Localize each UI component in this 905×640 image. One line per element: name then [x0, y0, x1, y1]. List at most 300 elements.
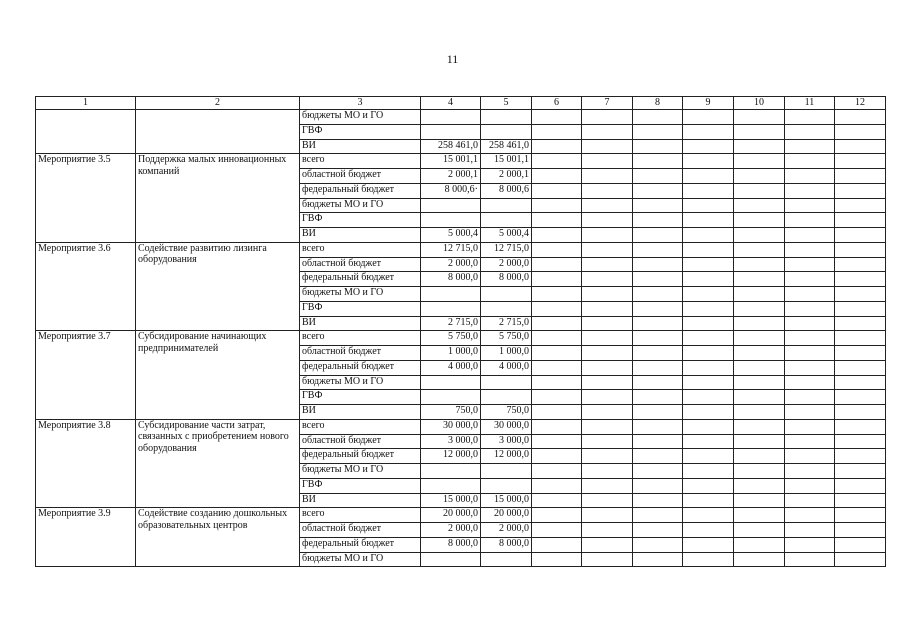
empty-cell [835, 242, 886, 257]
empty-cell [785, 169, 835, 184]
empty-cell [582, 301, 633, 316]
value-col-4: 3 000,0 [421, 434, 481, 449]
funding-source: бюджеты МО и ГО [300, 464, 421, 479]
empty-cell [532, 537, 582, 552]
table-row [36, 110, 886, 125]
empty-cell [835, 183, 886, 198]
empty-cell [734, 419, 785, 434]
funding-source: бюджеты МО и ГО [300, 110, 421, 125]
empty-cell [683, 272, 734, 287]
empty-cell [734, 405, 785, 420]
empty-cell [785, 331, 835, 346]
empty-cell [835, 360, 886, 375]
empty-cell [582, 228, 633, 243]
value-col-4 [421, 198, 481, 213]
empty-cell [785, 375, 835, 390]
funding-source: ВИ [300, 493, 421, 508]
empty-cell [683, 316, 734, 331]
empty-cell [532, 242, 582, 257]
empty-cell [582, 449, 633, 464]
value-col-5: 2 000,0 [481, 257, 532, 272]
empty-cell [785, 272, 835, 287]
value-col-4: 2 715,0 [421, 316, 481, 331]
empty-cell [532, 346, 582, 361]
empty-cell [683, 287, 734, 302]
empty-cell [633, 493, 683, 508]
empty-cell [785, 464, 835, 479]
empty-cell [633, 360, 683, 375]
header-cell: 6 [532, 97, 582, 110]
empty-cell [785, 419, 835, 434]
activity-name: Содействие созданию дошкольных образовательных центров [136, 508, 300, 567]
empty-cell [835, 375, 886, 390]
value-col-5: 2 000,1 [481, 169, 532, 184]
empty-cell [582, 405, 633, 420]
empty-cell [633, 449, 683, 464]
empty-cell [633, 331, 683, 346]
empty-cell [683, 169, 734, 184]
empty-cell [835, 316, 886, 331]
value-col-5: 750,0 [481, 405, 532, 420]
value-col-4: 2 000,0 [421, 257, 481, 272]
funding-source: ГВФ [300, 301, 421, 316]
empty-cell [734, 198, 785, 213]
empty-cell [835, 390, 886, 405]
activity-code: Мероприятие 3.6 [36, 242, 136, 331]
activity-code: Мероприятие 3.7 [36, 331, 136, 420]
empty-cell [532, 523, 582, 538]
funding-source: федеральный бюджет [300, 272, 421, 287]
empty-cell [582, 360, 633, 375]
empty-cell [785, 316, 835, 331]
empty-cell [835, 287, 886, 302]
funding-source: областной бюджет [300, 169, 421, 184]
empty-cell [582, 537, 633, 552]
value-col-4: 2 000,0 [421, 523, 481, 538]
empty-cell [835, 331, 886, 346]
empty-cell [734, 287, 785, 302]
value-col-5 [481, 552, 532, 567]
value-col-5: 5 000,4 [481, 228, 532, 243]
empty-cell [683, 405, 734, 420]
empty-cell [734, 537, 785, 552]
empty-cell [734, 154, 785, 169]
empty-cell [734, 346, 785, 361]
empty-cell [734, 169, 785, 184]
empty-cell [532, 419, 582, 434]
empty-cell [633, 523, 683, 538]
empty-cell [835, 257, 886, 272]
empty-cell [582, 552, 633, 567]
empty-cell [633, 390, 683, 405]
empty-cell [532, 316, 582, 331]
empty-cell [785, 257, 835, 272]
value-col-4 [421, 478, 481, 493]
value-col-5 [481, 478, 532, 493]
funding-source: областной бюджет [300, 257, 421, 272]
empty-cell [633, 478, 683, 493]
value-col-5: 12 000,0 [481, 449, 532, 464]
value-col-5: 12 715,0 [481, 242, 532, 257]
empty-cell [835, 464, 886, 479]
header-cell: 12 [835, 97, 886, 110]
activity-code: Мероприятие 3.5 [36, 154, 136, 243]
empty-cell [734, 331, 785, 346]
funding-source: ВИ [300, 139, 421, 154]
empty-cell [683, 390, 734, 405]
value-col-5 [481, 375, 532, 390]
value-col-4 [421, 464, 481, 479]
value-col-4 [421, 124, 481, 139]
value-col-5: 30 000,0 [481, 419, 532, 434]
funding-source: ГВФ [300, 124, 421, 139]
header-cell: 8 [633, 97, 683, 110]
empty-cell [582, 346, 633, 361]
funding-source: бюджеты МО и ГО [300, 375, 421, 390]
header-cell: 7 [582, 97, 633, 110]
funding-source: ГВФ [300, 478, 421, 493]
empty-cell [734, 360, 785, 375]
empty-cell [633, 183, 683, 198]
empty-cell [734, 183, 785, 198]
empty-cell [835, 139, 886, 154]
empty-cell [835, 228, 886, 243]
value-col-4: 258 461,0 [421, 139, 481, 154]
value-col-4: 15 001,1 [421, 154, 481, 169]
value-col-4: 8 000,0 [421, 537, 481, 552]
value-col-5: 2 000,0 [481, 523, 532, 538]
empty-cell [835, 124, 886, 139]
empty-cell [734, 257, 785, 272]
value-col-5: 15 001,1 [481, 154, 532, 169]
value-col-4 [421, 301, 481, 316]
empty-cell [532, 434, 582, 449]
empty-cell [633, 228, 683, 243]
empty-cell [734, 242, 785, 257]
empty-cell [683, 537, 734, 552]
value-col-4: 2 000,1 [421, 169, 481, 184]
empty-cell [734, 139, 785, 154]
activity-name: Поддержка малых инновационных компаний [136, 154, 300, 243]
empty-cell [532, 360, 582, 375]
empty-cell [683, 552, 734, 567]
funding-source: бюджеты МО и ГО [300, 287, 421, 302]
funding-source: областной бюджет [300, 523, 421, 538]
funding-source: федеральный бюджет [300, 537, 421, 552]
value-col-5 [481, 124, 532, 139]
empty-cell [835, 478, 886, 493]
value-col-5 [481, 110, 532, 125]
empty-cell [532, 493, 582, 508]
empty-cell [835, 508, 886, 523]
funding-source: ГВФ [300, 390, 421, 405]
empty-cell [633, 375, 683, 390]
empty-cell [683, 493, 734, 508]
value-col-4: 750,0 [421, 405, 481, 420]
empty-cell [835, 154, 886, 169]
empty-cell [633, 287, 683, 302]
activity-code: Мероприятие 3.9 [36, 508, 136, 567]
funding-source: бюджеты МО и ГО [300, 552, 421, 567]
empty-cell [633, 110, 683, 125]
empty-cell [633, 124, 683, 139]
funding-source: бюджеты МО и ГО [300, 198, 421, 213]
empty-cell [532, 272, 582, 287]
value-col-4 [421, 375, 481, 390]
value-col-4: 8 000,0 [421, 272, 481, 287]
empty-cell [582, 478, 633, 493]
value-col-4 [421, 110, 481, 125]
empty-cell [734, 316, 785, 331]
header-cell: 5 [481, 97, 532, 110]
value-col-4 [421, 287, 481, 302]
empty-cell [633, 301, 683, 316]
empty-cell [582, 419, 633, 434]
funding-source: федеральный бюджет [300, 360, 421, 375]
table-row [36, 508, 886, 523]
value-col-5: 3 000,0 [481, 434, 532, 449]
empty-cell [582, 331, 633, 346]
empty-cell [532, 552, 582, 567]
empty-cell [734, 124, 785, 139]
value-col-4: 12 715,0 [421, 242, 481, 257]
empty-cell [835, 110, 886, 125]
empty-cell [835, 346, 886, 361]
empty-cell [582, 464, 633, 479]
empty-cell [532, 257, 582, 272]
empty-cell [532, 464, 582, 479]
header-cell: 2 [136, 97, 300, 110]
empty-cell [532, 390, 582, 405]
empty-cell [683, 198, 734, 213]
empty-cell [835, 198, 886, 213]
empty-cell [683, 228, 734, 243]
funding-source: ВИ [300, 405, 421, 420]
empty-cell [532, 169, 582, 184]
empty-cell [734, 508, 785, 523]
header-cell: 10 [734, 97, 785, 110]
empty-cell [683, 449, 734, 464]
value-col-5: 20 000,0 [481, 508, 532, 523]
empty-cell [532, 139, 582, 154]
empty-cell [683, 110, 734, 125]
header-cell: 11 [785, 97, 835, 110]
empty-cell [785, 552, 835, 567]
empty-cell [633, 316, 683, 331]
value-col-5 [481, 301, 532, 316]
empty-cell [785, 493, 835, 508]
empty-cell [683, 478, 734, 493]
empty-cell [582, 183, 633, 198]
empty-cell [835, 523, 886, 538]
empty-cell [633, 508, 683, 523]
empty-cell [734, 110, 785, 125]
empty-cell [785, 360, 835, 375]
funding-source: федеральный бюджет [300, 449, 421, 464]
empty-cell [835, 493, 886, 508]
empty-cell [532, 110, 582, 125]
empty-cell [683, 508, 734, 523]
empty-cell [734, 301, 785, 316]
empty-cell [835, 213, 886, 228]
value-col-4: 1 000,0 [421, 346, 481, 361]
value-col-4: 30 000,0 [421, 419, 481, 434]
empty-cell [785, 478, 835, 493]
empty-cell [785, 434, 835, 449]
empty-cell [532, 154, 582, 169]
empty-cell [633, 198, 683, 213]
activity-name [136, 110, 300, 154]
empty-cell [734, 434, 785, 449]
empty-cell [683, 331, 734, 346]
empty-cell [633, 169, 683, 184]
value-col-5 [481, 198, 532, 213]
funding-source: областной бюджет [300, 434, 421, 449]
empty-cell [532, 301, 582, 316]
empty-cell [683, 124, 734, 139]
empty-cell [785, 198, 835, 213]
empty-cell [683, 213, 734, 228]
empty-cell [532, 213, 582, 228]
empty-cell [785, 124, 835, 139]
value-col-5: 2 715,0 [481, 316, 532, 331]
empty-cell [734, 523, 785, 538]
empty-cell [633, 154, 683, 169]
table-row [36, 242, 886, 257]
activity-code [36, 110, 136, 154]
empty-cell [582, 493, 633, 508]
value-col-5: 8 000,0 [481, 537, 532, 552]
funding-source: областной бюджет [300, 346, 421, 361]
empty-cell [835, 169, 886, 184]
empty-cell [633, 272, 683, 287]
empty-cell [785, 537, 835, 552]
header-cell: 4 [421, 97, 481, 110]
value-col-5 [481, 464, 532, 479]
budget-table [35, 96, 886, 567]
empty-cell [532, 449, 582, 464]
table-row [36, 419, 886, 434]
value-col-4 [421, 390, 481, 405]
empty-cell [633, 213, 683, 228]
empty-cell [532, 405, 582, 420]
header-row [36, 97, 886, 110]
empty-cell [582, 213, 633, 228]
empty-cell [582, 110, 633, 125]
empty-cell [734, 449, 785, 464]
activity-name: Субсидирование начинающих предпринимателей [136, 331, 300, 420]
value-col-5: 5 750,0 [481, 331, 532, 346]
activity-code: Мероприятие 3.8 [36, 419, 136, 508]
empty-cell [683, 434, 734, 449]
empty-cell [633, 552, 683, 567]
funding-source: ГВФ [300, 213, 421, 228]
empty-cell [582, 508, 633, 523]
empty-cell [835, 552, 886, 567]
empty-cell [785, 183, 835, 198]
empty-cell [835, 419, 886, 434]
empty-cell [683, 419, 734, 434]
empty-cell [582, 316, 633, 331]
empty-cell [633, 464, 683, 479]
funding-source: всего [300, 154, 421, 169]
value-col-4: 4 000,0 [421, 360, 481, 375]
header-cell: 9 [683, 97, 734, 110]
empty-cell [785, 523, 835, 538]
empty-cell [785, 110, 835, 125]
empty-cell [582, 287, 633, 302]
empty-cell [633, 537, 683, 552]
value-col-5: 258 461,0 [481, 139, 532, 154]
empty-cell [734, 375, 785, 390]
empty-cell [532, 198, 582, 213]
empty-cell [532, 508, 582, 523]
funding-source: всего [300, 508, 421, 523]
empty-cell [785, 228, 835, 243]
value-col-4 [421, 552, 481, 567]
header-cell: 1 [36, 97, 136, 110]
empty-cell [582, 124, 633, 139]
empty-cell [785, 154, 835, 169]
empty-cell [785, 405, 835, 420]
header-cell: 3 [300, 97, 421, 110]
empty-cell [785, 346, 835, 361]
empty-cell [785, 301, 835, 316]
empty-cell [835, 272, 886, 287]
empty-cell [683, 464, 734, 479]
empty-cell [633, 139, 683, 154]
empty-cell [582, 242, 633, 257]
value-col-4: 20 000,0 [421, 508, 481, 523]
empty-cell [785, 449, 835, 464]
empty-cell [734, 478, 785, 493]
empty-cell [633, 434, 683, 449]
empty-cell [785, 242, 835, 257]
value-col-5 [481, 213, 532, 228]
empty-cell [633, 242, 683, 257]
empty-cell [835, 449, 886, 464]
empty-cell [582, 139, 633, 154]
empty-cell [785, 213, 835, 228]
empty-cell [785, 287, 835, 302]
empty-cell [683, 346, 734, 361]
empty-cell [683, 523, 734, 538]
empty-cell [582, 154, 633, 169]
empty-cell [835, 537, 886, 552]
empty-cell [785, 390, 835, 405]
empty-cell [532, 228, 582, 243]
empty-cell [582, 434, 633, 449]
empty-cell [734, 464, 785, 479]
empty-cell [835, 301, 886, 316]
empty-cell [582, 169, 633, 184]
value-col-4: 5 000,4 [421, 228, 481, 243]
value-col-4: 15 000,0 [421, 493, 481, 508]
empty-cell [532, 478, 582, 493]
empty-cell [683, 183, 734, 198]
value-col-5 [481, 287, 532, 302]
empty-cell [633, 257, 683, 272]
empty-cell [734, 228, 785, 243]
value-col-5: 15 000,0 [481, 493, 532, 508]
empty-cell [532, 183, 582, 198]
empty-cell [683, 257, 734, 272]
empty-cell [785, 139, 835, 154]
empty-cell [683, 301, 734, 316]
empty-cell [734, 552, 785, 567]
funding-source: федеральный бюджет [300, 183, 421, 198]
empty-cell [582, 375, 633, 390]
